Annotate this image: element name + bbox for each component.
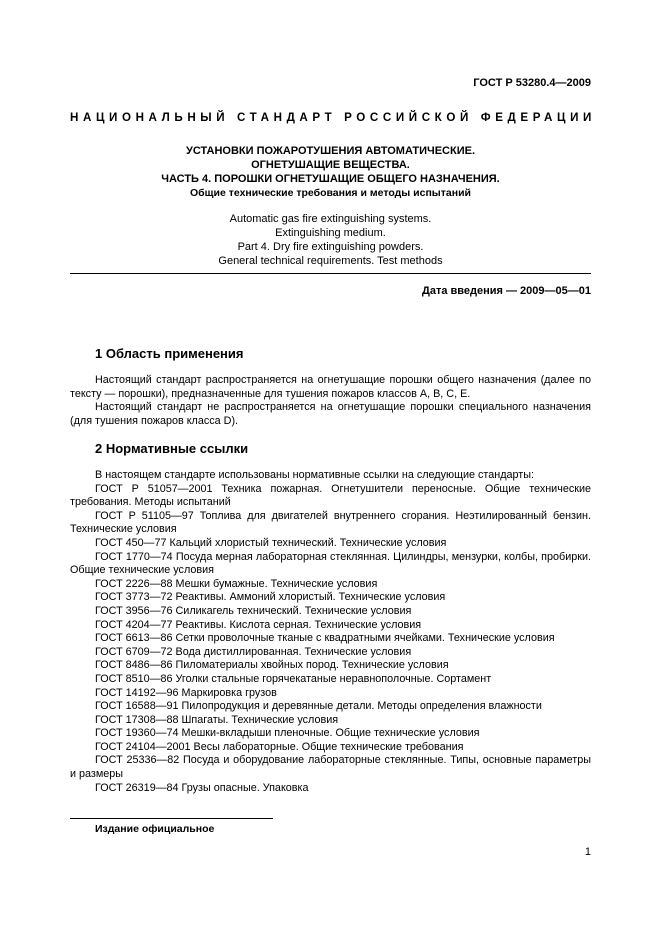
title-line: УСТАНОВКИ ПОЖАРОТУШЕНИЯ АВТОМАТИЧЕСКИЕ.	[186, 145, 475, 157]
reference-item: ГОСТ 24104—2001 Весы лабораторные. Общие технические требования	[95, 740, 464, 753]
reference-item: ГОСТ 25336—82 Посуда и оборудование лабораторные стеклянные. Типы, основные параметры и размеры	[70, 754, 591, 781]
english-title-line: General technical requirements. Test methods	[218, 255, 443, 267]
scope-text	[70, 374, 591, 428]
paragraph: Настоящий стандарт не распространяется на огнетушащие порошки специального назначения (для тушения пожаров класса D).	[70, 401, 591, 427]
reference-item: ГОСТ 6709—72 Вода дистиллированная. Технические условия	[95, 645, 412, 658]
introduction-date: Дата введения — 2009—05—01	[422, 285, 591, 297]
reference-item: ГОСТ 3956—76 Силикагель технический. Технические условия	[95, 604, 412, 617]
english-title-line: Part 4. Dry fire extinguishing powders.	[237, 241, 424, 253]
english-title-line: Extinguishing medium.	[275, 227, 386, 239]
english-title	[70, 212, 591, 268]
national-standard-banner: НАЦИОНАЛЬНЫЙ СТАНДАРТ РОССИЙСКОЙ ФЕДЕРАЦИИ	[70, 111, 596, 124]
reference-item: ГОСТ Р 51057—2001 Техника пожарная. Огнетушители переносные. Общие технические требования. Методы испытаний	[70, 482, 591, 509]
title-divider	[70, 273, 591, 274]
reference-item: ГОСТ 8486—86 Пиломатериалы хвойных пород. Технические условия	[95, 659, 449, 672]
paragraph: Настоящий стандарт распространяется на огнетушащие порошки общего назначения (далее по тексту — порошки), предназначенные для тушения пожаров классов А, В, С, Е.	[70, 374, 591, 400]
reference-item: ГОСТ 1770—74 Посуда мерная лабораторная стеклянная. Цилиндры, мензурки, колбы, пробирки. Общие технические условия	[70, 550, 591, 577]
document-code: ГОСТ Р 53280.4—2009	[473, 77, 591, 89]
reference-item: ГОСТ Р 51105—97 Топлива для двигателей внутреннего сгорания. Неэтилированный бензин. Технические условия	[70, 509, 591, 536]
english-title-line: Automatic gas fire extinguishing systems.	[229, 213, 432, 225]
reference-item: ГОСТ 3773—72 Реактивы. Аммоний хлористый. Технические условия	[95, 591, 446, 604]
reference-item: ГОСТ 14192—96 Маркировка грузов	[95, 686, 277, 699]
section-heading-scope: 1 Область применения	[95, 346, 244, 361]
references-intro: В настоящем стандарте использованы нормативные ссылки на следующие стандарты:	[95, 469, 534, 481]
references-list	[70, 469, 591, 795]
reference-item: ГОСТ 26319—84 Грузы опасные. Упаковка	[95, 781, 309, 794]
reference-item: ГОСТ 8510—86 Уголки стальные горячекатаные неравнополочные. Сортамент	[95, 672, 492, 685]
section-heading-references: 2 Нормативные ссылки	[95, 441, 249, 456]
russian-title	[70, 144, 591, 200]
reference-item: ГОСТ 4204—77 Реактивы. Кислота серная. Технические условия	[95, 618, 422, 631]
title-line: ОГНЕТУШАЩИЕ ВЕЩЕСТВА.	[251, 159, 410, 171]
title-line: ЧАСТЬ 4. ПОРОШКИ ОГНЕТУШАЩИЕ ОБЩЕГО НАЗНАЧЕНИЯ.	[161, 173, 500, 185]
reference-item: ГОСТ 2226—88 Мешки бумажные. Технические условия	[95, 577, 378, 590]
reference-item: ГОСТ 6613—86 Сетки проволочные тканые с квадратными ячейками. Технические условия	[95, 632, 555, 645]
reference-item: ГОСТ 450—77 Кальций хлористый технический. Технические условия	[95, 536, 447, 549]
reference-item: ГОСТ 19360—74 Мешки-вкладыши пленочные. Общие технические условия	[95, 727, 480, 740]
reference-item: ГОСТ 16588—91 Пилопродукция и деревянные детали. Методы определения влажности	[95, 700, 542, 713]
title-subtitle: Общие технические требования и методы испытаний	[190, 187, 471, 199]
footer-divider	[70, 818, 273, 819]
official-edition-note: Издание официальное	[95, 823, 215, 835]
page-number: 1	[584, 846, 591, 858]
reference-item: ГОСТ 17308—88 Шпагаты. Технические условия	[95, 713, 339, 726]
